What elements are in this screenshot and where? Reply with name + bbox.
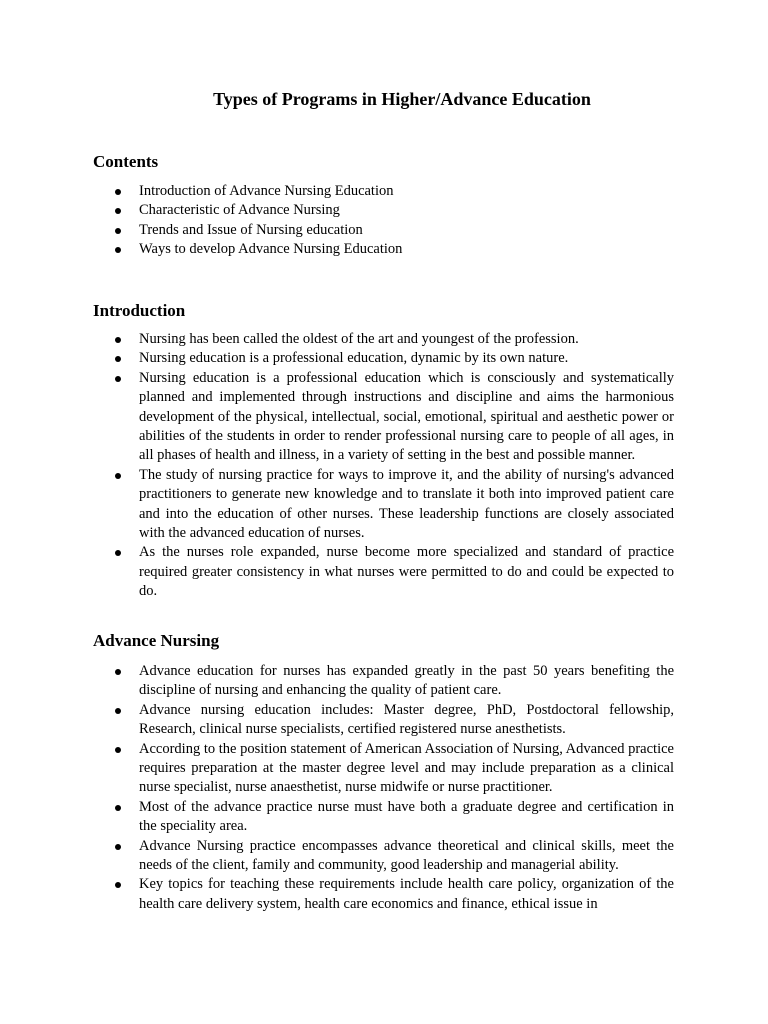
list-item	[93, 798, 674, 837]
list-item-text: Advance Nursing practice encompasses advance theoretical and clinical skills, meet the needs of the client, family and community, good leadership and managerial ability.	[139, 837, 674, 874]
list-item-text: Ways to develop Advance Nursing Education	[139, 241, 403, 258]
list-item	[93, 330, 674, 349]
bullet-icon	[115, 189, 121, 195]
advance-nursing-list	[93, 662, 674, 914]
list-item-text: The study of nursing practice for ways to improve it, and the ability of nursing's advanced practitioners to generate new knowledge and to translate it both into improved patient care and into the education of other nurses. These leadership functions are closely associated with the advanced education of nurses.	[139, 466, 674, 542]
bullet-icon	[115, 228, 121, 234]
list-item	[93, 875, 674, 914]
section-heading-introduction: Introduction	[93, 301, 186, 320]
list-item-text: Nursing education is a professional education which is consciously and systematically planned and implemented through instructions and discipline and aims the harmonious development of the physical, intellectual, social, emotional, spiritual and aesthetic power or abilities of the students in order to render professional nursing care to people of all ages, in all phases of health and illness, in a variety of setting in the best and possible manner.	[139, 369, 674, 464]
introduction-list	[93, 330, 674, 602]
list-item-text: Nursing education is a professional education, dynamic by its own nature.	[139, 350, 569, 367]
list-item	[93, 240, 674, 259]
bullet-icon	[115, 473, 121, 479]
list-item-text: Advance education for nurses has expanded greatly in the past 50 years benefiting the discipline of nursing and enhancing the quality of patient care.	[139, 663, 674, 699]
list-item	[93, 701, 674, 740]
section-heading-advance-nursing: Advance Nursing	[93, 631, 220, 650]
list-item-text: Advance nursing education includes: Master degree, PhD, Postdoctoral fellowship, Research, clinical nurse specialists, certified registered nurse anesthetists.	[139, 701, 674, 738]
list-item	[93, 740, 674, 798]
list-item-text: As the nurses role expanded, nurse become more specialized and standard of practice required greater consistency in what nurses were permitted to do and could be expected to do.	[139, 544, 674, 600]
list-item	[93, 369, 674, 466]
bullet-icon	[115, 844, 121, 850]
list-item-text: Key topics for teaching these requirements include health care policy, organization of the health care delivery system, health care economics and finance, ethical issue in	[139, 876, 674, 912]
bullet-icon	[115, 708, 121, 714]
bullet-icon	[115, 247, 121, 253]
list-item	[93, 349, 674, 368]
list-item	[93, 221, 674, 240]
list-item-text: According to the position statement of American Association of Nursing, Advanced practice requires preparation at the master degree level and may include preparation as a clinical nurse specialist, nurse anaesthetist, nurse midwife or nurse practitioner.	[139, 740, 674, 796]
list-item	[93, 182, 674, 201]
bullet-icon	[115, 669, 121, 675]
contents-list	[93, 182, 674, 260]
list-item	[93, 466, 674, 544]
bullet-icon	[115, 356, 121, 362]
list-item	[93, 837, 674, 876]
bullet-icon	[115, 337, 121, 343]
list-item-text: Characteristic of Advance Nursing	[139, 202, 340, 219]
list-item-text: Nursing has been called the oldest of the art and youngest of the profession.	[139, 331, 579, 347]
bullet-icon	[115, 550, 121, 556]
list-item	[93, 662, 674, 701]
bullet-icon	[115, 376, 121, 382]
list-item-text: Introduction of Advance Nursing Education	[139, 183, 394, 199]
bullet-icon	[115, 208, 121, 214]
bullet-icon	[115, 805, 121, 811]
section-heading-contents: Contents	[93, 152, 159, 171]
bullet-icon	[115, 882, 121, 888]
list-item	[93, 201, 674, 220]
list-item	[93, 543, 674, 601]
bullet-icon	[115, 747, 121, 753]
list-item-text: Trends and Issue of Nursing education	[139, 221, 363, 238]
document-title: Types of Programs in Higher/Advance Education	[213, 89, 591, 109]
list-item-text: Most of the advance practice nurse must have both a graduate degree and certification in the speciality area.	[139, 798, 674, 835]
